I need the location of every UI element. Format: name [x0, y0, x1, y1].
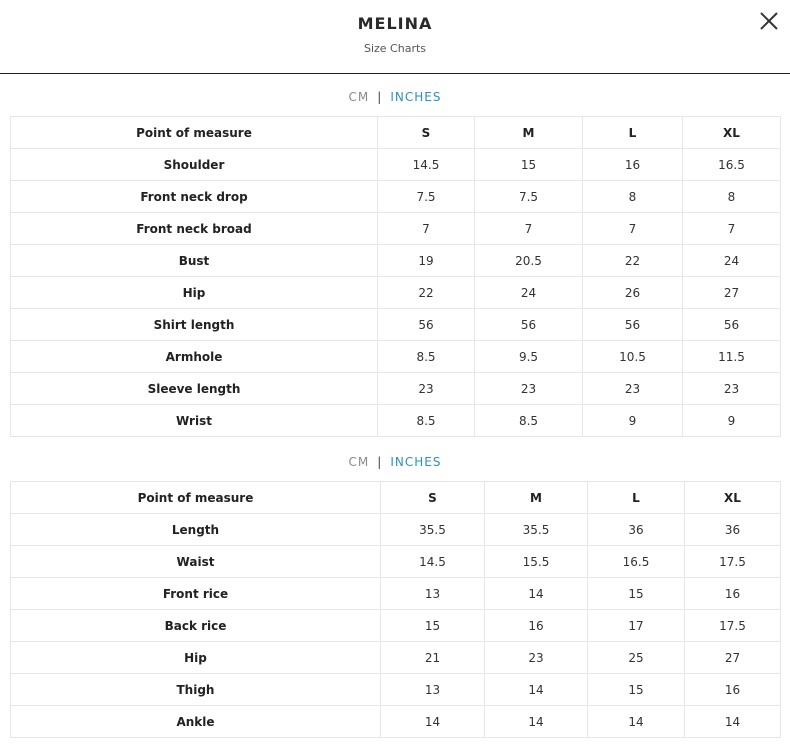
measure-name-cell: Front rice: [11, 578, 381, 610]
measure-value-cell: 10.5: [583, 341, 683, 373]
measure-value-cell: 16: [485, 610, 588, 642]
measure-name-cell: Shoulder: [11, 149, 378, 181]
measure-value-cell: 8.5: [378, 405, 475, 437]
modal-header: [0, 0, 790, 74]
unit-toggle-top: [0, 90, 790, 104]
table-row: [11, 642, 781, 674]
measure-name-cell: Thigh: [11, 674, 381, 706]
measure-value-cell: 15: [475, 149, 583, 181]
page-subtitle: Size Charts: [363, 42, 427, 55]
measure-name-cell: Wrist: [11, 405, 378, 437]
column-header-measure: Point of measure: [11, 117, 378, 149]
measure-value-cell: 16: [583, 149, 683, 181]
measure-name-cell: Bust: [11, 245, 378, 277]
measure-value-cell: 56: [378, 309, 475, 341]
measure-value-cell: 21: [381, 642, 485, 674]
measure-value-cell: 17: [588, 610, 685, 642]
measure-value-cell: 56: [475, 309, 583, 341]
table-row: [11, 309, 781, 341]
table-row: [11, 610, 781, 642]
measure-name-cell: Sleeve length: [11, 373, 378, 405]
measure-value-cell: 22: [378, 277, 475, 309]
table-row: [11, 706, 781, 738]
measure-value-cell: 17.5: [685, 546, 781, 578]
measure-value-cell: 16.5: [683, 149, 781, 181]
column-header-size: L: [583, 117, 683, 149]
close-button[interactable]: [758, 10, 780, 32]
table-row: [11, 405, 781, 437]
measure-value-cell: 15: [588, 674, 685, 706]
measure-value-cell: 14: [485, 674, 588, 706]
measure-value-cell: 9.5: [475, 341, 583, 373]
table-row: [11, 149, 781, 181]
column-header-measure: Point of measure: [11, 482, 381, 514]
measure-value-cell: 15: [381, 610, 485, 642]
measure-value-cell: 8: [583, 181, 683, 213]
measure-value-cell: 7: [378, 213, 475, 245]
measure-value-cell: 9: [683, 405, 781, 437]
table-row: [11, 341, 781, 373]
column-header-size: M: [485, 482, 588, 514]
unit-separator: |: [377, 455, 383, 469]
column-header-size: XL: [685, 482, 781, 514]
measure-value-cell: 17.5: [685, 610, 781, 642]
measure-name-cell: Hip: [11, 277, 378, 309]
product-title: MELINA: [357, 14, 433, 33]
measure-value-cell: 23: [485, 642, 588, 674]
measure-value-cell: 27: [683, 277, 781, 309]
measure-name-cell: Armhole: [11, 341, 378, 373]
table-row: [11, 674, 781, 706]
measure-value-cell: 14.5: [381, 546, 485, 578]
unit-cm-button[interactable]: CM: [348, 90, 370, 104]
measure-name-cell: Length: [11, 514, 381, 546]
measure-value-cell: 27: [685, 642, 781, 674]
table-header-row: [11, 117, 781, 149]
table-row: [11, 578, 781, 610]
measure-name-cell: Waist: [11, 546, 381, 578]
measure-value-cell: 7.5: [475, 181, 583, 213]
measure-value-cell: 7: [475, 213, 583, 245]
measure-value-cell: 11.5: [683, 341, 781, 373]
table-row: [11, 245, 781, 277]
measure-value-cell: 36: [685, 514, 781, 546]
table-row: [11, 277, 781, 309]
table-row: [11, 213, 781, 245]
measure-value-cell: 7: [683, 213, 781, 245]
size-chart-top: [10, 116, 781, 437]
column-header-size: S: [381, 482, 485, 514]
measure-value-cell: 14: [485, 706, 588, 738]
measure-value-cell: 23: [683, 373, 781, 405]
measure-value-cell: 24: [475, 277, 583, 309]
unit-inches-button[interactable]: INCHES: [390, 90, 442, 104]
measure-value-cell: 14: [685, 706, 781, 738]
table-row: [11, 546, 781, 578]
measure-name-cell: Front neck broad: [11, 213, 378, 245]
measure-value-cell: 15.5: [485, 546, 588, 578]
unit-cm-button[interactable]: CM: [348, 455, 370, 469]
measure-value-cell: 14.5: [378, 149, 475, 181]
measure-value-cell: 16: [685, 674, 781, 706]
measure-value-cell: 7.5: [378, 181, 475, 213]
unit-inches-button[interactable]: INCHES: [390, 455, 442, 469]
measure-value-cell: 8.5: [378, 341, 475, 373]
measure-value-cell: 35.5: [381, 514, 485, 546]
table-header-row: [11, 482, 781, 514]
measure-value-cell: 13: [381, 578, 485, 610]
table-row: [11, 514, 781, 546]
measure-value-cell: 16: [685, 578, 781, 610]
measure-value-cell: 26: [583, 277, 683, 309]
measure-value-cell: 13: [381, 674, 485, 706]
measure-name-cell: Back rice: [11, 610, 381, 642]
measure-value-cell: 36: [588, 514, 685, 546]
measure-value-cell: 20.5: [475, 245, 583, 277]
measure-value-cell: 7: [583, 213, 683, 245]
measure-value-cell: 56: [683, 309, 781, 341]
measure-value-cell: 15: [588, 578, 685, 610]
measure-value-cell: 25: [588, 642, 685, 674]
unit-separator: |: [377, 90, 383, 104]
measure-value-cell: 35.5: [485, 514, 588, 546]
measure-name-cell: Front neck drop: [11, 181, 378, 213]
measure-value-cell: 19: [378, 245, 475, 277]
column-header-size: S: [378, 117, 475, 149]
column-header-size: M: [475, 117, 583, 149]
measure-value-cell: 56: [583, 309, 683, 341]
measure-value-cell: 22: [583, 245, 683, 277]
measure-value-cell: 8.5: [475, 405, 583, 437]
size-chart-bottom: [10, 481, 781, 738]
measure-name-cell: Shirt length: [11, 309, 378, 341]
measure-value-cell: 16.5: [588, 546, 685, 578]
measure-name-cell: Ankle: [11, 706, 381, 738]
measure-value-cell: 23: [475, 373, 583, 405]
column-header-size: L: [588, 482, 685, 514]
measure-value-cell: 23: [583, 373, 683, 405]
measure-value-cell: 9: [583, 405, 683, 437]
close-icon: [758, 10, 780, 32]
table-row: [11, 373, 781, 405]
measure-value-cell: 23: [378, 373, 475, 405]
unit-toggle-bottom: [0, 455, 790, 469]
measure-value-cell: 14: [485, 578, 588, 610]
measure-value-cell: 24: [683, 245, 781, 277]
measure-name-cell: Hip: [11, 642, 381, 674]
table-row: [11, 181, 781, 213]
measure-value-cell: 14: [381, 706, 485, 738]
measure-value-cell: 14: [588, 706, 685, 738]
column-header-size: XL: [683, 117, 781, 149]
measure-value-cell: 8: [683, 181, 781, 213]
